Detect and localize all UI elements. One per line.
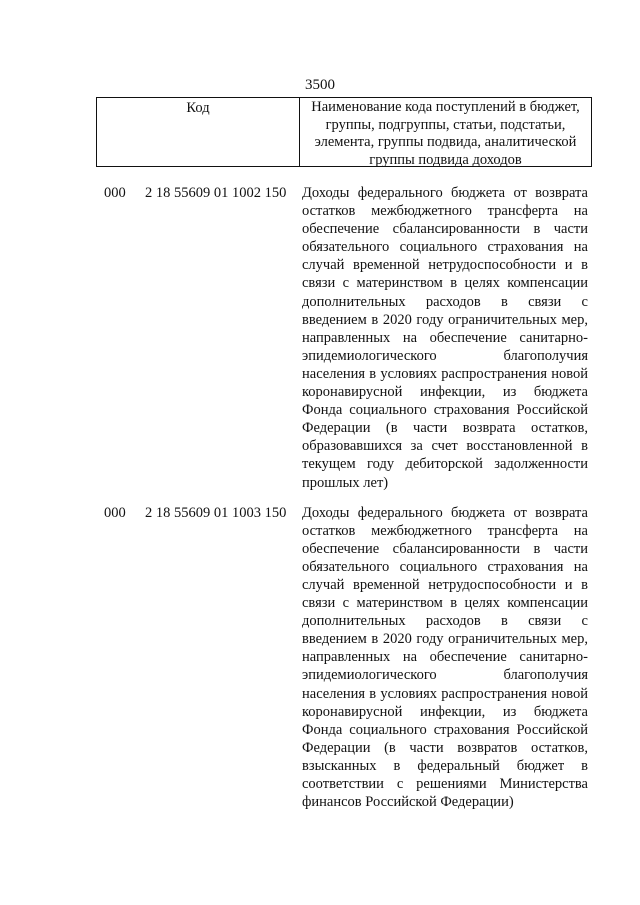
header-name-column: Наименование кода поступлений в бюджет, группы, подгруппы, статьи, подстатьи, элемента, группы подвида, аналитической группы подвида доходов [311,99,580,168]
table-row [0,504,640,812]
page-number: 3500 [305,77,335,93]
header-code-column: Код [97,98,300,166]
income-description: Доходы федерального бюджета от возврата остатков межбюджетного трансферта на обеспечение сбалансированности в части обязательного социального страхования на случай временной нетрудоспособности и в связи с материнством в целях компенсации дополнительных расходов в связи с введением в 2020 году ограничительных мер, направленных на обеспечение санитарно-эпидемиологического благополучия населения в условиях распространения новой коронавирусной инфекции, из бюджета Фонда социального страхования Российской Федерации (в части возвратов остатков, взысканных в федеральный бюджет в соответствии с решениями Министерства финансов Российской Федерации) [302,504,588,811]
income-code: 2 18 55609 01 1003 150 [145,504,287,521]
table-header [96,97,592,167]
table-row [0,184,640,492]
income-code: 2 18 55609 01 1002 150 [145,185,287,201]
table-body [0,184,640,811]
income-description: Доходы федерального бюджета от возврата остатков межбюджетного трансферта на обеспечение сбалансированности в части обязательного социального страхования на случай временной нетрудоспособности и в связи с материнством в целях компенсации дополнительных расходов в связи с введением в 2020 году ограничительных мер, направленных на обеспечение санитарно-эпидемиологического благополучия населения в условиях распространения новой коронавирусной инфекции, из бюджета Фонда социального страхования Российской Федерации (в части возврата остатков, образовавшихся за счет восстановленной в текущем году дебиторской задолженности прошлых лет) [302,185,588,491]
admin-code: 000 [104,185,126,201]
admin-code: 000 [104,504,126,521]
